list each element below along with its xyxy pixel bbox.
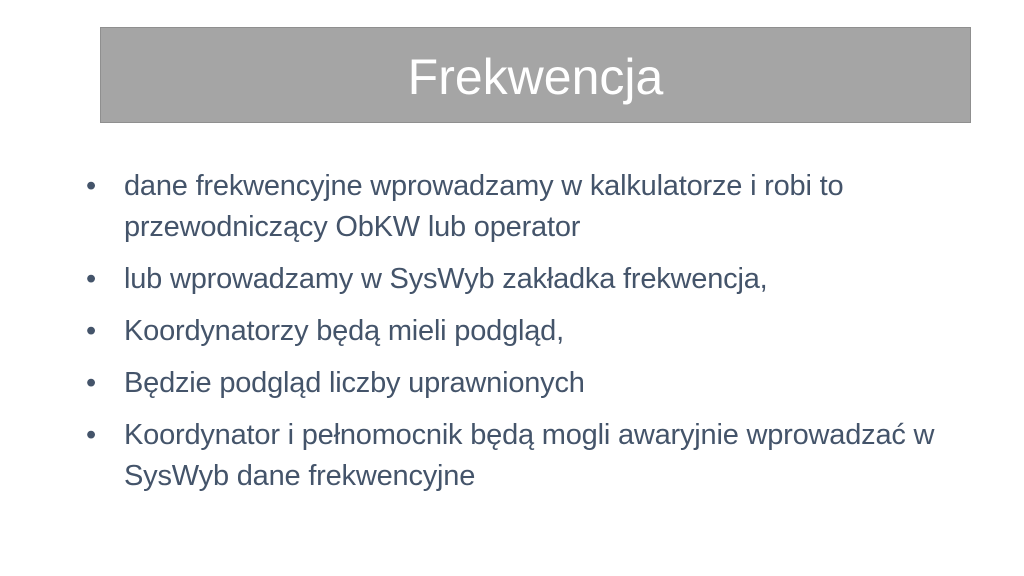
- bullet-icon: •: [86, 419, 96, 451]
- bullet-text: lub wprowadzamy w SysWyb zakładka frekwencja,: [124, 263, 768, 295]
- bullet-item: [86, 363, 966, 404]
- bullet-item: [86, 415, 966, 497]
- slide-title: Frekwencja: [407, 49, 664, 105]
- bullet-item: [86, 259, 966, 300]
- bullet-icon: •: [86, 367, 96, 399]
- bullet-icon: •: [86, 170, 96, 202]
- bullet-icon: •: [86, 263, 96, 295]
- bullet-item: [86, 311, 966, 352]
- bullet-text: Będzie podgląd liczby uprawnionych: [124, 367, 585, 399]
- title-bar: [100, 27, 971, 123]
- bullet-text: Koordynator i pełnomocnik będą mogli awaryjnie wprowadzać w SysWyb dane frekwencyjne: [124, 419, 935, 492]
- bullet-text: Koordynatorzy będą mieli podgląd,: [124, 315, 564, 347]
- bullet-text: dane frekwencyjne wprowadzamy w kalkulatorze i robi to przewodniczący ObKW lub operator: [124, 170, 844, 243]
- bullet-list: [86, 166, 966, 508]
- bullet-item: [86, 166, 966, 248]
- bullet-icon: •: [86, 315, 96, 347]
